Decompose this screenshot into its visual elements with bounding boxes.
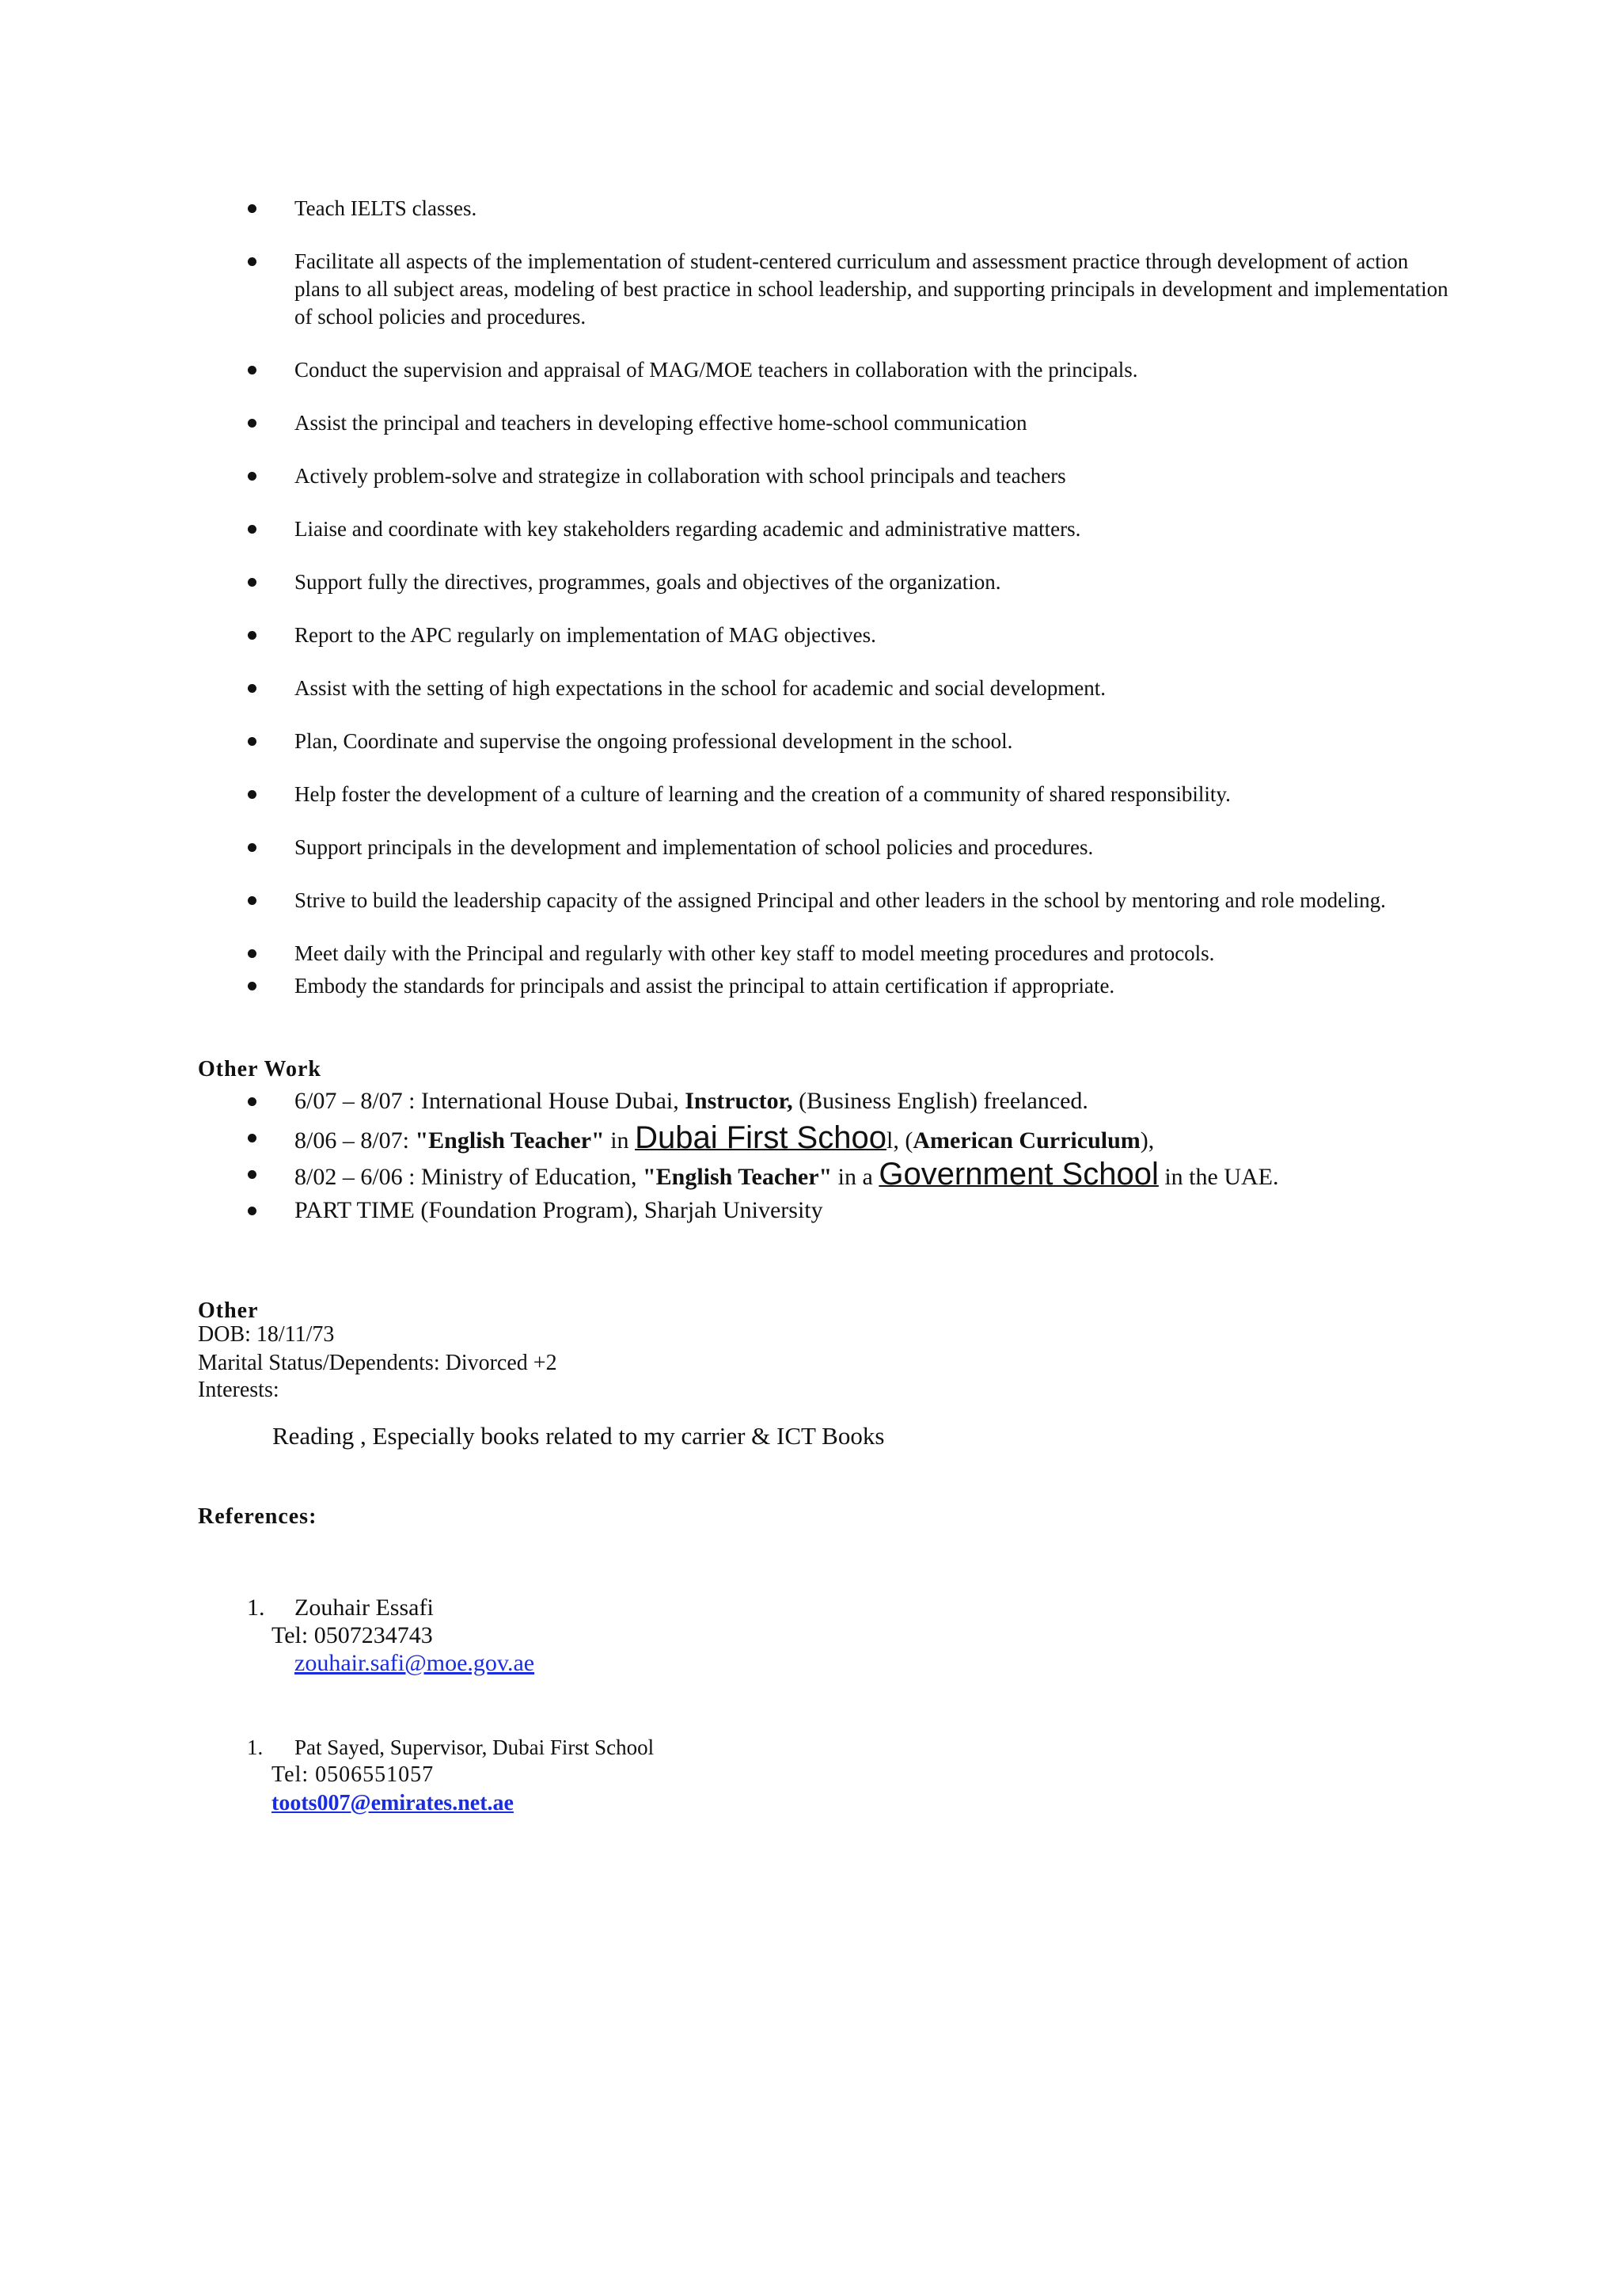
references-heading: References: xyxy=(198,1504,317,1529)
duty-text: Embody the standards for principals and assist the principal to attain certification if appropriate. xyxy=(294,974,1115,998)
work-item-3-suffix: in the UAE. xyxy=(1164,1164,1279,1190)
list-item xyxy=(198,1119,1448,1156)
work-item-1-role: Instructor, xyxy=(685,1088,793,1114)
duties-list xyxy=(198,195,1448,1005)
duty-text: Support principals in the development and implementation of school policies and procedures. xyxy=(294,835,1094,859)
reference-email-link[interactable]: zouhair.safi@moe.gov.ae xyxy=(294,1650,535,1676)
list-item xyxy=(198,940,1448,967)
bullet-icon xyxy=(248,790,256,799)
duty-text: Plan, Coordinate and supervise the ongoing professional development in the school. xyxy=(294,729,1013,753)
work-item-2-place-tail: l, ( xyxy=(886,1127,913,1154)
reference-number: 1. xyxy=(247,1595,265,1621)
work-item-1-prefix: 6/07 – 8/07 : International House Dubai, xyxy=(294,1088,679,1114)
interests-label: Interests: xyxy=(198,1378,279,1402)
reference-name: Zouhair Essafi xyxy=(294,1595,434,1621)
list-item xyxy=(198,248,1448,331)
work-item-2-end: ), xyxy=(1140,1127,1155,1154)
bullet-icon xyxy=(248,982,256,990)
bullet-icon xyxy=(248,1170,256,1179)
duty-text: Liaise and coordinate with key stakeholders regarding academic and administrative matters. xyxy=(294,517,1081,541)
list-item xyxy=(198,568,1448,596)
marital-status-text: Marital Status/Dependents: Divorced +2 xyxy=(198,1351,557,1375)
bullet-icon xyxy=(248,1134,256,1142)
duty-text: Teach IELTS classes. xyxy=(294,196,477,220)
bullet-icon xyxy=(248,1097,256,1106)
bullet-icon xyxy=(248,257,256,266)
bullet-icon xyxy=(248,737,256,746)
work-item-3-role: "English Teacher" xyxy=(642,1164,833,1190)
list-item xyxy=(198,1083,1448,1119)
duty-text: Support fully the directives, programmes, goals and objectives of the organization. xyxy=(294,570,1001,594)
list-item xyxy=(198,728,1448,755)
list-item xyxy=(198,972,1448,1000)
list-item xyxy=(198,409,1448,437)
work-item-3-prefix: 8/02 – 6/06 : Ministry of Education, xyxy=(294,1164,637,1190)
duty-text: Report to the APC regularly on implementation of MAG objectives. xyxy=(294,623,876,647)
list-item xyxy=(198,887,1448,914)
bullet-icon xyxy=(248,204,256,213)
duty-text: Assist the principal and teachers in developing effective home-school communication xyxy=(294,411,1027,435)
duty-text: Conduct the supervision and appraisal of MAG/MOE teachers in collaboration with the principals. xyxy=(294,358,1138,382)
work-item-4-text: PART TIME (Foundation Program), Sharjah University xyxy=(294,1197,823,1223)
work-item-3-in: in a xyxy=(837,1164,873,1190)
work-item-1-suffix: (Business English) freelanced. xyxy=(799,1088,1088,1114)
list-item xyxy=(198,195,1448,222)
list-item xyxy=(198,834,1448,861)
bullet-icon xyxy=(248,472,256,481)
bullet-icon xyxy=(248,1207,256,1215)
bullet-icon xyxy=(248,525,256,534)
work-item-3-place: Government School xyxy=(879,1157,1159,1192)
reference-email-link[interactable]: toots007@emirates.net.ae xyxy=(271,1791,514,1815)
list-item xyxy=(198,356,1448,384)
duty-text: Meet daily with the Principal and regularly with other key staff to model meeting procedures and protocols. xyxy=(294,941,1215,965)
work-item-2-place: Dubai First Schoo xyxy=(635,1120,886,1155)
list-item xyxy=(198,675,1448,702)
list-item xyxy=(198,622,1448,649)
bullet-icon xyxy=(248,578,256,587)
list-item xyxy=(198,1156,1448,1192)
duty-text: Strive to build the leadership capacity of the assigned Principal and other leaders in the school by mentoring and role modeling. xyxy=(294,888,1386,912)
reference-tel: Tel: 0506551057 xyxy=(271,1762,435,1787)
reference-tel: Tel: 0507234743 xyxy=(271,1622,433,1648)
reference-name: Pat Sayed, Supervisor, Dubai First School xyxy=(294,1735,655,1759)
other-work-list xyxy=(198,1083,1448,1229)
duty-text: Facilitate all aspects of the implementation of student-centered curriculum and assessment practice through development of action plans to all subject areas, modeling of best practice in school leadership, and supporting principals in development and implementation of school policies and procedures. xyxy=(294,249,1448,329)
other-heading: Other xyxy=(198,1298,259,1323)
work-item-2-role: "English Teacher" xyxy=(415,1127,605,1154)
bullet-icon xyxy=(248,631,256,640)
list-item xyxy=(198,1192,1448,1229)
work-item-2-prefix: 8/06 – 8/07: xyxy=(294,1127,410,1154)
bullet-icon xyxy=(248,419,256,428)
interests-text: Reading , Especially books related to my carrier & ICT Books xyxy=(272,1422,885,1450)
work-item-2-curriculum: American Curriculum xyxy=(913,1127,1141,1154)
bullet-icon xyxy=(248,684,256,693)
dob-text: DOB: 18/11/73 xyxy=(198,1322,335,1347)
list-item xyxy=(198,462,1448,490)
bullet-icon xyxy=(248,949,256,958)
reference-number: 1. xyxy=(247,1735,264,1759)
duty-text: Assist with the setting of high expectations in the school for academic and social development. xyxy=(294,676,1106,700)
list-item xyxy=(198,781,1448,808)
work-item-2-in: in xyxy=(610,1127,629,1154)
other-work-heading: Other Work xyxy=(198,1057,321,1081)
list-item xyxy=(198,515,1448,543)
bullet-icon xyxy=(248,896,256,905)
bullet-icon xyxy=(248,843,256,852)
bullet-icon xyxy=(248,366,256,374)
duty-text: Actively problem-solve and strategize in collaboration with school principals and teachers xyxy=(294,464,1066,488)
duty-text: Help foster the development of a culture of learning and the creation of a community of shared responsibility. xyxy=(294,782,1231,806)
